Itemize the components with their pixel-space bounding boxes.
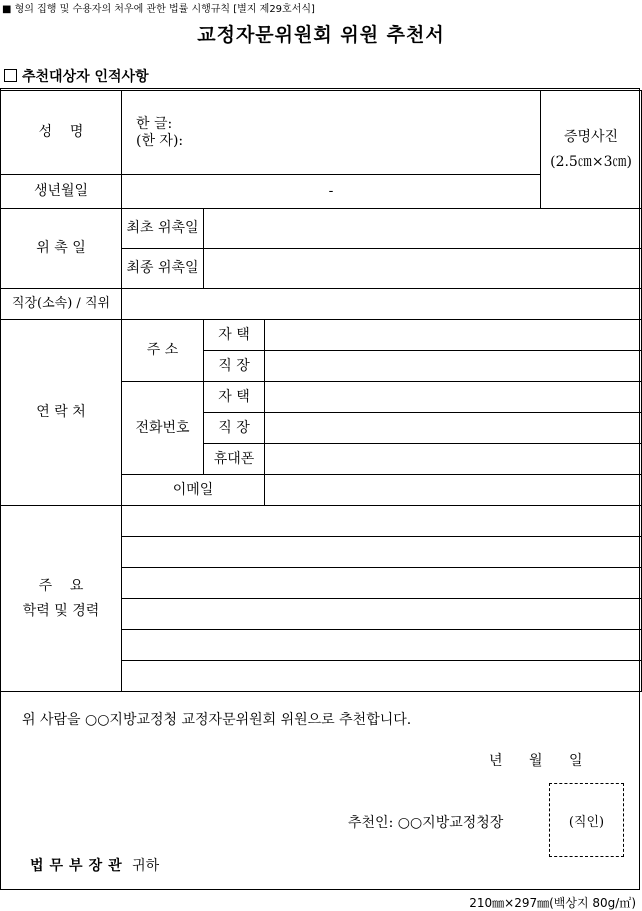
photo-box[interactable]: [541, 91, 642, 209]
career-line[interactable]: [122, 568, 642, 599]
email-field[interactable]: [265, 475, 642, 506]
phone-home-field[interactable]: [265, 382, 642, 413]
career-line[interactable]: [122, 661, 642, 692]
career-line[interactable]: [122, 537, 642, 568]
phone-home-label: 자 택: [204, 382, 265, 413]
workplace-label: 직장(소속) / 직위: [1, 289, 122, 320]
form-reference-note: ■ 형의 집행 및 수용자의 처우에 관한 법률 시행규칙 [별지 제29호서식]: [2, 4, 315, 15]
section-heading: [4, 66, 149, 86]
document-title: 교정자문위원회 위원 추천서: [197, 24, 445, 46]
name-hangul-label: 한 글:: [136, 116, 173, 133]
name-label: 성 명: [1, 91, 122, 175]
official-seal-box[interactable]: [549, 783, 624, 857]
paper-spec-footer: 210㎜×297㎜(백상지 80g/㎡): [469, 896, 636, 910]
appointment-label: 위 촉 일: [1, 209, 122, 289]
recommendation-form-table: [0, 90, 642, 692]
name-field[interactable]: [122, 91, 541, 175]
first-appointment-label: 최초 위촉일: [122, 209, 204, 249]
name-hanja-label: (한 자):: [136, 132, 184, 149]
phone-label: 전화번호: [122, 382, 204, 475]
contact-label: 연 락 처: [1, 320, 122, 506]
addressee-suffix: 귀하: [132, 858, 160, 874]
phone-work-field[interactable]: [265, 413, 642, 444]
workplace-field[interactable]: [122, 289, 642, 320]
date-line[interactable]: 년 월 일: [489, 753, 583, 769]
phone-work-label: 직 장: [204, 413, 265, 444]
checkbox-square-icon: [4, 69, 17, 82]
last-appointment-label: 최종 위촉일: [122, 249, 204, 289]
birth-field[interactable]: -: [122, 175, 541, 209]
recommendation-statement: 위 사람을 ○○지방교정청 교정자문위원회 위원으로 추천합니다.: [22, 712, 412, 728]
photo-label: 증명사진: [563, 129, 619, 146]
photo-size: (2.5㎝×3㎝): [550, 153, 632, 170]
career-line[interactable]: [122, 630, 642, 661]
address-work-field[interactable]: [265, 351, 642, 382]
addressee-name: 법무부장관: [30, 858, 128, 874]
birth-label: 생년월일: [1, 175, 122, 209]
recommender-line: 추천인: ○○지방교정청장: [348, 815, 504, 831]
address-home-field[interactable]: [265, 320, 642, 351]
address-work-label: 직 장: [204, 351, 265, 382]
career-label: [1, 506, 122, 692]
first-appointment-field[interactable]: [204, 209, 642, 249]
email-label: 이메일: [122, 475, 265, 506]
section-heading-text: 추천대상자 인적사항: [22, 69, 149, 85]
mobile-field[interactable]: [265, 444, 642, 475]
last-appointment-field[interactable]: [204, 249, 642, 289]
career-label-line1: 주 요: [38, 578, 84, 595]
career-label-line2: 학력 및 경력: [22, 602, 100, 619]
mobile-label: 휴대폰: [204, 444, 265, 475]
address-label: 주 소: [122, 320, 204, 382]
career-line[interactable]: [122, 599, 642, 630]
address-home-label: 자 택: [204, 320, 265, 351]
career-line[interactable]: [122, 506, 642, 537]
addressee: [30, 855, 159, 875]
seal-label: (직인): [568, 814, 605, 830]
